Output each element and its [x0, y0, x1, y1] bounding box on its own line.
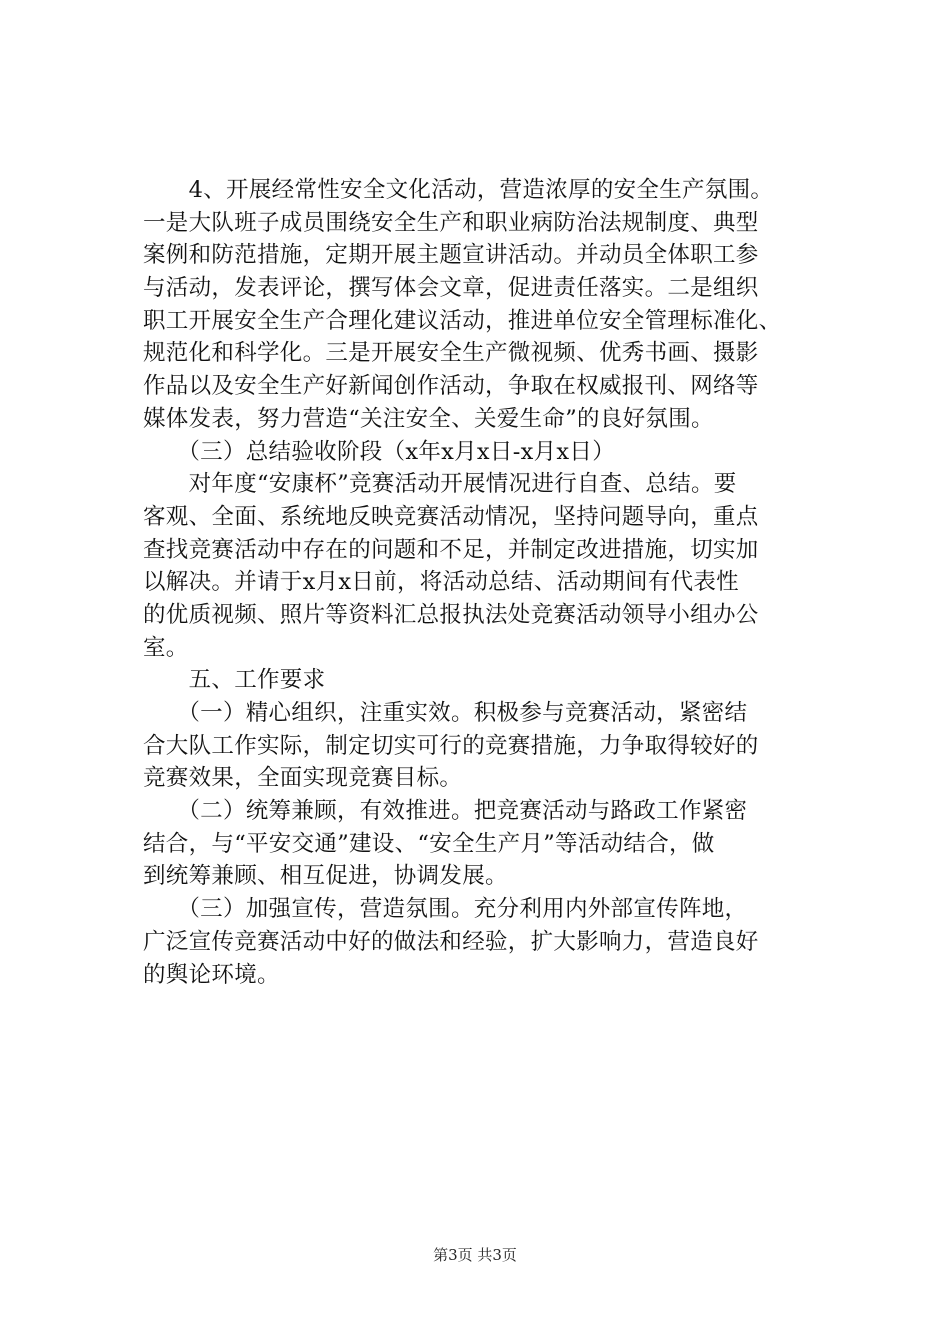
text-line: 竞赛效果，全面实现竞赛目标。 — [143, 765, 463, 792]
text-line: 合大队工作实际，制定切实可行的竞赛措施，力争取得较好的 — [143, 732, 759, 759]
text-line: （一）精心组织，注重实效。积极参与竞赛活动，紧密结 — [143, 700, 748, 726]
text-line: 案例和防范措施，定期开展主题宣讲活动。并动员全体职工参 — [143, 242, 759, 269]
section-heading: 五、工作要求 — [143, 667, 326, 694]
document-body — [143, 174, 855, 991]
text-line: （三）加强宣传，营造氛围。充分利用内外部宣传阵地， — [143, 896, 748, 923]
text-line: （二）统筹兼顾，有效推进。把竞赛活动与路政工作紧密 — [143, 798, 748, 825]
text-line: 对年度“安康杯”竞赛活动开展情况进行自查、总结。要 — [143, 471, 737, 498]
text-line: 的优质视频、照片等资料汇总报执法处竞赛活动领导小组办公 — [143, 601, 759, 628]
page-number-footer: 第3页 共3页 — [433, 1246, 517, 1264]
text-line: 客观、全面、系统地反映竞赛活动情况，坚持问题导向，重点 — [143, 503, 759, 530]
text-line: 职工开展安全生产合理化建议活动，推进单位安全管理标准化、 — [143, 307, 782, 334]
text-line: 媒体发表，努力营造“关注安全、关爱生命”的良好氛围。 — [143, 405, 714, 432]
text-line: 到统筹兼顾、相互促进，协调发展。 — [143, 863, 508, 890]
section-heading: （三）总结验收阶段（x年x月x日-x月x日） — [143, 438, 615, 465]
text-line: 与活动，发表评论，撰写体会文章，促进责任落实。二是组织 — [143, 275, 759, 302]
text-line: 以解决。并请于x月x日前，将活动总结、活动期间有代表性 — [143, 569, 739, 596]
text-line: 的舆论环境。 — [143, 961, 280, 988]
text-line: 作品以及安全生产好新闻创作活动，争取在权威报刊、网络等 — [143, 373, 759, 400]
text-line: 规范化和科学化。三是开展安全生产微视频、优秀书画、摄影 — [143, 340, 759, 367]
text-line: 一是大队班子成员围绕安全生产和职业病防治法规制度、典型 — [143, 209, 759, 236]
text-line: 查找竞赛活动中存在的问题和不足，并制定改进措施，切实加 — [143, 536, 759, 563]
text-line: 室。 — [143, 634, 189, 661]
text-line: 结合，与“平安交通”建设、“安全生产月”等活动结合，做 — [143, 830, 715, 857]
text-line: 广泛宣传竞赛活动中好的做法和经验，扩大影响力，营造良好 — [143, 928, 759, 955]
text-line: 4、开展经常性安全文化活动，营造浓厚的安全生产氛围。 — [143, 177, 774, 203]
